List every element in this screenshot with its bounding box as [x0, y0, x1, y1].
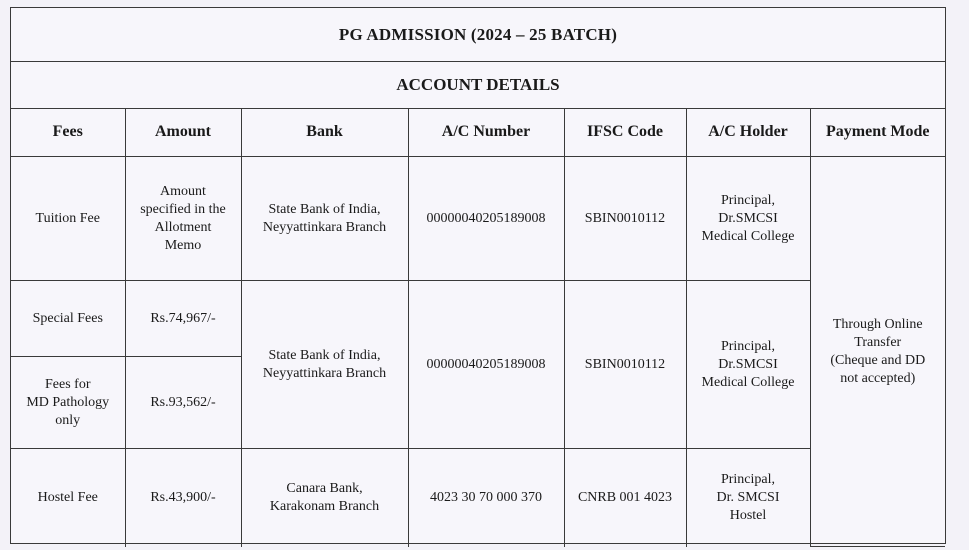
account-holder: Principal, Dr. SMCSI Hostel: [686, 449, 810, 547]
account-holder: Principal, Dr.SMCSI Medical College: [686, 281, 810, 449]
header-ifsc-code: IFSC Code: [564, 108, 686, 157]
account-number: 00000040205189008: [408, 157, 564, 281]
bank-name: State Bank of India, Neyyattinkara Branch: [241, 157, 408, 281]
account-number: 4023 30 70 000 370: [408, 449, 564, 547]
document-title: PG ADMISSION (2024 – 25 BATCH): [11, 8, 945, 62]
fee-amount: Amount specified in the Allotment Memo: [125, 157, 241, 281]
table-row: [11, 449, 945, 547]
fee-amount: Rs.74,967/-: [125, 281, 241, 357]
section-title: ACCOUNT DETAILS: [11, 61, 945, 109]
fee-name: Special Fees: [11, 281, 125, 357]
header-account-holder: A/C Holder: [686, 108, 810, 157]
bank-name: State Bank of India, Neyyattinkara Branch: [241, 281, 408, 449]
table-row: [11, 157, 945, 281]
fee-name: Fees for MD Pathology only: [11, 357, 125, 449]
header-amount: Amount: [125, 108, 241, 157]
bank-name: Canara Bank, Karakonam Branch: [241, 449, 408, 547]
fee-name: Tuition Fee: [11, 157, 125, 281]
table-row: [11, 281, 945, 357]
fee-amount: Rs.43,900/-: [125, 449, 241, 547]
ifsc-code: CNRB 001 4023: [564, 449, 686, 547]
account-details-sheet: [10, 7, 946, 544]
account-holder: Principal, Dr.SMCSI Medical College: [686, 157, 810, 281]
payment-mode: Through Online Transfer (Cheque and DD not accepted): [810, 157, 945, 547]
ifsc-code: SBIN0010112: [564, 281, 686, 449]
header-bank: Bank: [241, 108, 408, 157]
account-number: 00000040205189008: [408, 281, 564, 449]
account-details-table: [11, 108, 945, 547]
table-header-row: [11, 108, 945, 157]
header-fees: Fees: [11, 108, 125, 157]
header-payment-mode: Payment Mode: [810, 108, 945, 157]
header-account-number: A/C Number: [408, 108, 564, 157]
fee-amount: Rs.93,562/-: [125, 357, 241, 449]
ifsc-code: SBIN0010112: [564, 157, 686, 281]
fee-name: Hostel Fee: [11, 449, 125, 547]
